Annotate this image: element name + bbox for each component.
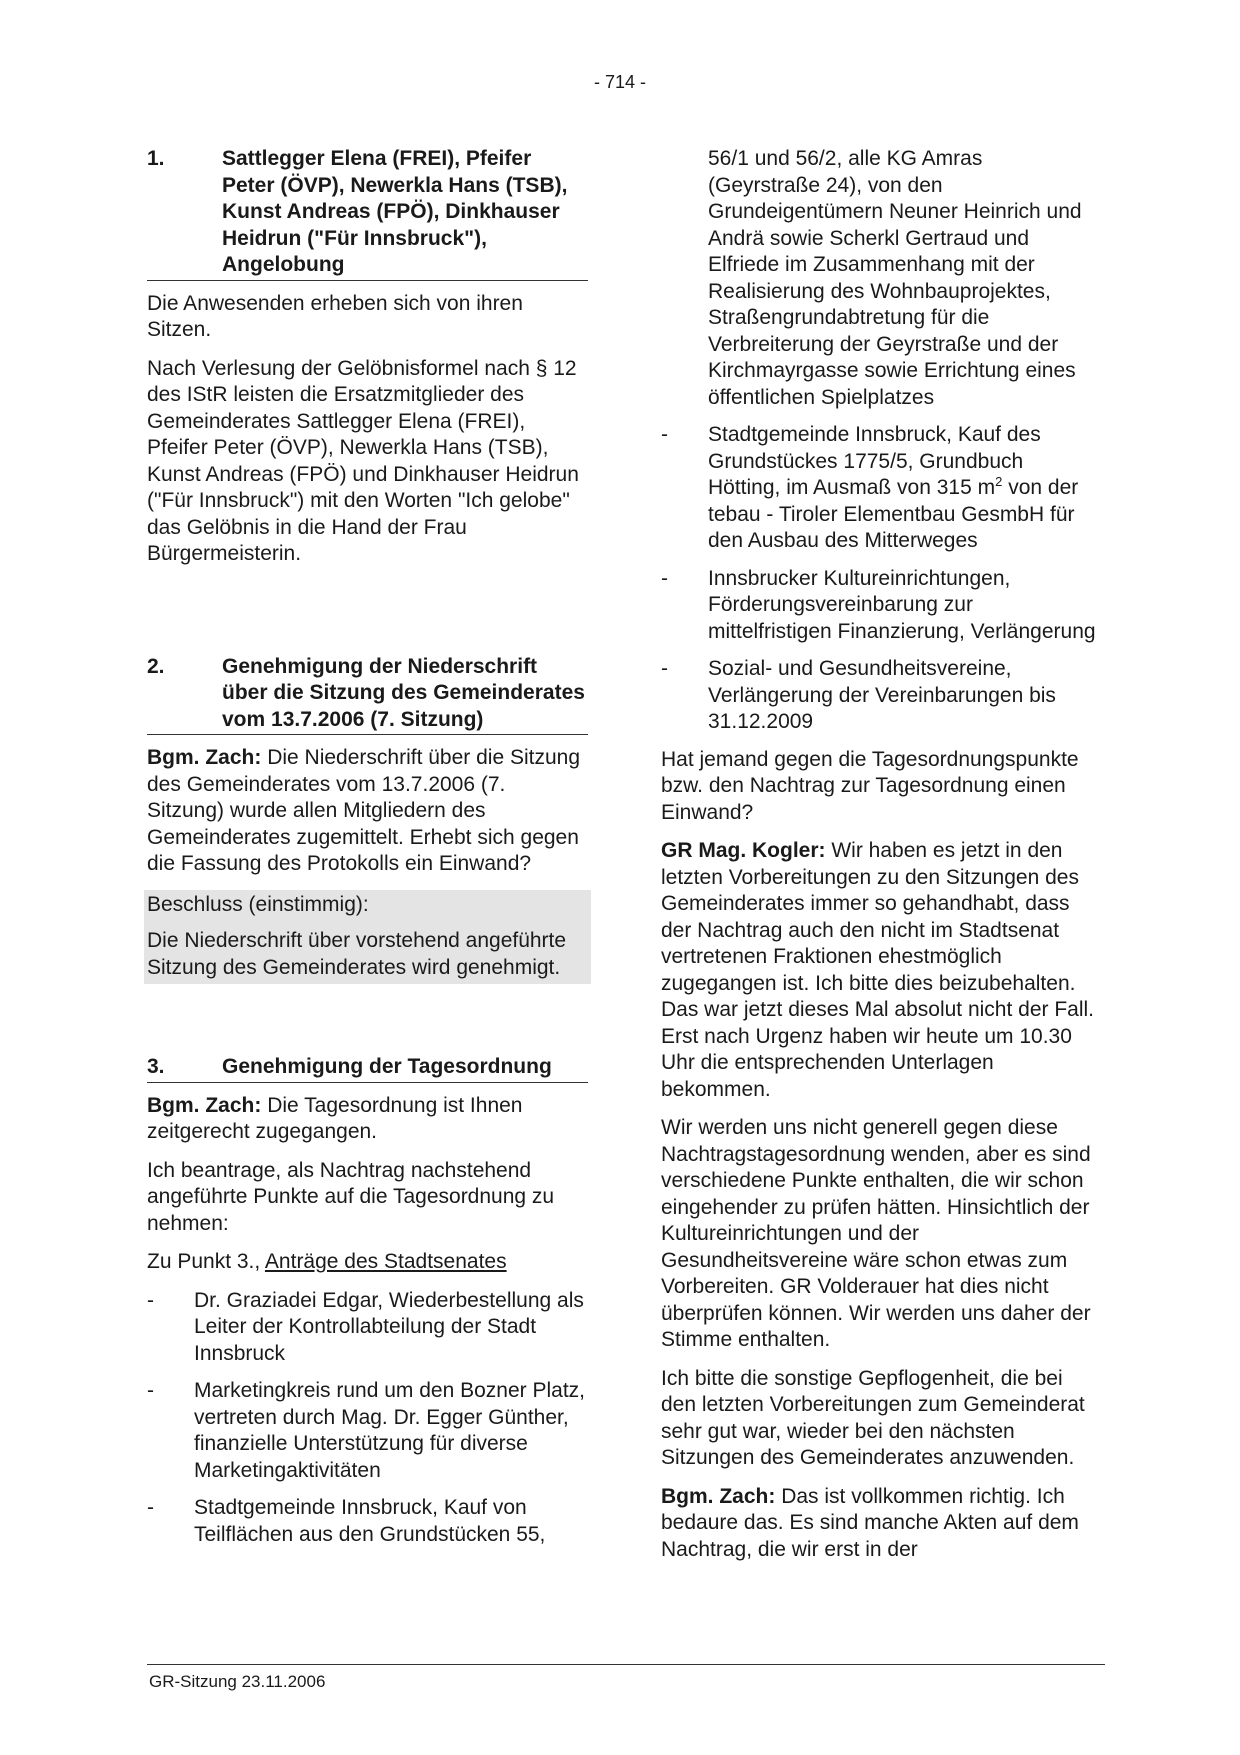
dash-marker: -: [661, 423, 668, 446]
item-2-number: 2.: [147, 654, 165, 678]
item-1-paragraph-2: Nach Verlesung der Gelöbnisformel nach § 12 des IStR leisten die Ersatzmitglieder des Gemeinderates Sattlegger Elena (FREI), Pfeifer Peter (ÖVP), Newerkla Hans (TSB), Kunst Andreas (FPÖ) und Dinkhauser Heidrun ("Für Innsbruck") mit den Worten "Ich gelobe" das Gelöbnis in die Hand der Frau Bürgermeisterin.: [147, 356, 579, 565]
list-item: - Marketingkreis rund um den Bozner Platz, vertreten durch Mag. Dr. Egger Günther, finanzielle Unterstützung für diverse Marketingaktivitäten: [147, 1378, 588, 1484]
decision-text: Die Niederschrift über vorstehend angeführte Sitzung des Gemeinderates wird genehmigt.: [147, 929, 567, 979]
left-column: [147, 146, 588, 1560]
speaker-label: Bgm. Zach:: [661, 1484, 776, 1508]
footer-text: GR-Sitzung 23.11.2006: [149, 1672, 326, 1691]
dash-marker: -: [661, 657, 668, 680]
list-item: - Stadtgemeinde Innsbruck, Kauf von Teilflächen aus den Grundstücken 55,: [147, 1495, 588, 1548]
speaker-label: GR Mag. Kogler:: [661, 839, 826, 862]
item-1-paragraph-1: Die Anwesenden erheben sich von ihren Sitzen.: [147, 291, 523, 341]
item-3-text: Die Tagesordnung ist Ihnen zeitgerecht zugegangen.: [147, 1093, 523, 1143]
list-item-continuation: 56/1 und 56/2, alle KG Amras (Geyrstraße 24), von den Grundeigentümern Neuner Heinrich und Andrä sowie Scherkl Gertraud und Elfriede im Zusammenhang mit der Realisierung des Wohnbauprojektes, Straßengrundabtretung für die Verbreiterung der Geyrstraße und der Kirchmayrgasse sowie Errichtung eines öffentlichen Spielplatzes: [708, 147, 1082, 409]
dash-marker: -: [147, 1288, 154, 1312]
item-2-heading: [147, 654, 588, 736]
page-number: - 714 -: [593, 72, 647, 92]
kogler-statement: GR Mag. Kogler: Wir haben es jetzt in den letzten Vorbereitungen zu den Sitzungen des Gemeinderates immer so gehandhabt, dass der Nachtrag auch den nicht im Stadtsenat vertretenen Fraktionen ehestmöglich zugegangen ist. Ich bitte dies beizubehalten. Das war jetzt dieses Mal absolut nicht der Fall. Erst nach Urgenz haben wir heute um 10.30 Uhr die entsprechenden Unterlagen bekommen.: [661, 839, 1095, 1101]
decision-box: [144, 890, 591, 985]
item-3-heading: [147, 1054, 588, 1083]
speaker-label: Bgm. Zach:: [147, 1093, 262, 1117]
kogler-paragraph-2: Wir werden uns nicht generell gegen diese Nachtragstagesordnung wenden, aber es sind verschiedene Punkte enthalten, die wir schon eingehender zu prüfen hätten. Hinsichtlich der Kultureinrichtungen und der Gesundheitsvereine wäre schon etwas zum Vorbereiten. GR Volderauer hat dies nicht überprüfen können. Wir werden uns daher der Stimme enthalten.: [661, 1116, 1091, 1351]
list-item: - Innsbrucker Kultureinrichtungen, Förderungsvereinbarung zur mittelfristigen Finanzierung, Verlängerung: [661, 566, 1098, 646]
item-3-number: 3.: [147, 1055, 165, 1078]
decision-label: Beschluss (einstimmig):: [147, 892, 369, 916]
item-3-paragraph-2: Ich beantrage, als Nachtrag nachstehend angeführte Punkte auf die Tagesordnung zu nehmen:: [147, 1158, 555, 1235]
list-item: - Stadtgemeinde Innsbruck, Kauf des Grundstückes 1775/5, Grundbuch Hötting, im Ausmaß von 315 $m^2$ von der tebau - Tiroler Elementbau GesmbH für den Ausbau des Mitterweges: [661, 422, 1098, 555]
item-2-title: Genehmigung der Niederschrift über die Sitzung des Gemeinderates vom 13.7.2006 (7. Sitzung): [222, 654, 585, 731]
point-link: Anträge des Stadtsenates: [264, 1250, 507, 1273]
item-1-title: Sattlegger Elena (FREI), Pfeifer Peter (ÖVP), Newerkla Hans (TSB), Kunst Andreas (FPÖ), Dinkhauser Heidrun ("Für Innsbruck"), Angelobung: [222, 147, 568, 276]
right-column: [661, 146, 1098, 1575]
zach-reply: Bgm. Zach: Das ist vollkommen richtig. Ich bedaure das. Es sind manche Akten auf dem Nachtrag, die wir erst in der: [661, 1484, 1079, 1561]
item-2-text: Die Niederschrift über die Sitzung des Gemeinderates vom 13.7.2006 (7. Sitzung) wurde allen Mitgliedern des Gemeinderates zugemittelt. Erhebt sich gegen die Fassung des Protokolls ein Einwand?: [147, 746, 581, 875]
agenda-question: Hat jemand gegen die Tagesordnungspunkte bzw. den Nachtrag zur Tagesordnung einen Einwand?: [661, 747, 1079, 824]
kogler-paragraph-3: Ich bitte die sonstige Gepflogenheit, die bei den letzten Vorbereitungen zum Gemeinderat sehr gut war, wieder bei den nächsten Sitzungen des Gemeinderates anzuwenden.: [661, 1366, 1085, 1469]
dash-marker: -: [661, 566, 668, 590]
dash-marker: -: [147, 1496, 154, 1519]
point-prefix: Zu Punkt 3.,: [147, 1250, 261, 1273]
item-1-heading: [147, 146, 588, 281]
item-2-statement: [147, 745, 588, 878]
speaker-label: Bgm. Zach:: [147, 746, 262, 769]
item-1-number: 1.: [147, 147, 165, 170]
list-item: - Sozial- und Gesundheitsvereine, Verlängerung der Vereinbarungen bis 31.12.2009: [661, 656, 1098, 736]
item-3-title: Genehmigung der Tagesordnung: [222, 1055, 552, 1078]
list-item: - Dr. Graziadei Edgar, Wiederbestellung als Leiter der Kontrollabteilung der Stadt Innsbruck: [147, 1288, 588, 1368]
point-reference: [147, 1249, 588, 1276]
item-3-statement: [147, 1093, 588, 1146]
agenda-list-left: [147, 1288, 588, 1549]
dash-marker: -: [147, 1379, 154, 1402]
footer-divider: [147, 1664, 1105, 1665]
